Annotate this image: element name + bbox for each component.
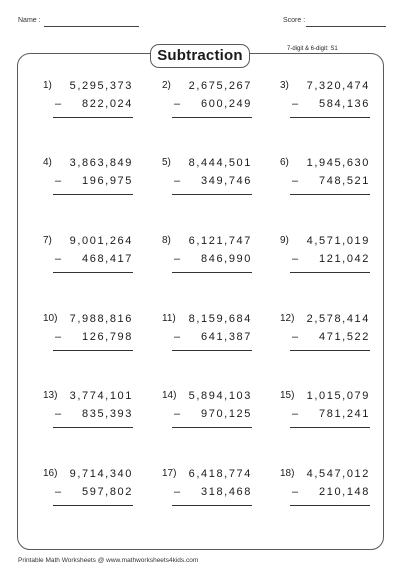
answer-line[interactable] bbox=[172, 350, 252, 351]
minus-sign: – bbox=[174, 408, 181, 420]
minus-sign: – bbox=[292, 175, 299, 187]
problem-17 bbox=[162, 468, 252, 518]
subtrahend: 835,393 bbox=[82, 408, 133, 420]
name-line bbox=[44, 26, 139, 27]
subtrahend: 584,136 bbox=[319, 98, 370, 110]
minuend: 9,714,340 bbox=[69, 468, 133, 480]
minuend: 1,945,630 bbox=[306, 157, 370, 169]
subtrahend: 781,241 bbox=[319, 408, 370, 420]
problem-number: 17) bbox=[162, 468, 177, 479]
problem-15 bbox=[280, 390, 370, 440]
problem-14 bbox=[162, 390, 252, 440]
answer-line[interactable] bbox=[172, 272, 252, 273]
problem-number: 15) bbox=[280, 390, 295, 401]
answer-line[interactable] bbox=[53, 350, 133, 351]
problem-2 bbox=[162, 80, 252, 130]
name-field[interactable] bbox=[18, 17, 41, 24]
worksheet-title: Subtraction bbox=[150, 44, 250, 68]
answer-line[interactable] bbox=[53, 505, 133, 506]
problem-6 bbox=[280, 157, 370, 207]
problem-number: 18) bbox=[280, 468, 295, 479]
minuend: 6,121,747 bbox=[188, 235, 252, 247]
problem-13 bbox=[43, 390, 133, 440]
answer-line[interactable] bbox=[53, 427, 133, 428]
problem-12 bbox=[280, 313, 370, 363]
minuend: 5,894,103 bbox=[188, 390, 252, 402]
minuend: 3,863,849 bbox=[69, 157, 133, 169]
problem-4 bbox=[43, 157, 133, 207]
problem-number: 4) bbox=[43, 157, 52, 168]
subtrahend: 468,417 bbox=[82, 253, 133, 265]
problem-number: 3) bbox=[280, 80, 289, 91]
problem-number: 8) bbox=[162, 235, 171, 246]
problem-number: 7) bbox=[43, 235, 52, 246]
subtrahend: 126,798 bbox=[82, 331, 133, 343]
score-label: Score : bbox=[283, 17, 306, 24]
minus-sign: – bbox=[174, 331, 181, 343]
problem-number: 10) bbox=[43, 313, 58, 324]
name-label: Name : bbox=[18, 17, 41, 24]
minus-sign: – bbox=[292, 98, 299, 110]
answer-line[interactable] bbox=[172, 505, 252, 506]
problem-number: 14) bbox=[162, 390, 177, 401]
problem-18 bbox=[280, 468, 370, 518]
problem-8 bbox=[162, 235, 252, 285]
problem-number: 1) bbox=[43, 80, 52, 91]
minus-sign: – bbox=[55, 98, 62, 110]
minus-sign: – bbox=[174, 486, 181, 498]
subtrahend: 318,468 bbox=[201, 486, 252, 498]
subtrahend: 471,522 bbox=[319, 331, 370, 343]
subtrahend: 597,802 bbox=[82, 486, 133, 498]
problem-number: 2) bbox=[162, 80, 171, 91]
subtrahend: 349,746 bbox=[201, 175, 252, 187]
answer-line[interactable] bbox=[172, 117, 252, 118]
minuend: 7,988,816 bbox=[69, 313, 133, 325]
answer-line[interactable] bbox=[290, 427, 370, 428]
minuend: 4,547,012 bbox=[306, 468, 370, 480]
answer-line[interactable] bbox=[172, 194, 252, 195]
minuend: 7,320,474 bbox=[306, 80, 370, 92]
problem-number: 16) bbox=[43, 468, 58, 479]
answer-line[interactable] bbox=[290, 505, 370, 506]
problem-number: 9) bbox=[280, 235, 289, 246]
minus-sign: – bbox=[55, 253, 62, 265]
answer-line[interactable] bbox=[172, 427, 252, 428]
problem-7 bbox=[43, 235, 133, 285]
subtrahend: 210,148 bbox=[319, 486, 370, 498]
problem-3 bbox=[280, 80, 370, 130]
minus-sign: – bbox=[174, 253, 181, 265]
minuend: 8,444,501 bbox=[188, 157, 252, 169]
answer-line[interactable] bbox=[53, 194, 133, 195]
score-line bbox=[306, 26, 386, 27]
minuend: 4,571,019 bbox=[306, 235, 370, 247]
subtrahend: 970,125 bbox=[201, 408, 252, 420]
subtrahend: 121,042 bbox=[319, 253, 370, 265]
score-field[interactable] bbox=[283, 17, 305, 24]
minuend: 6,418,774 bbox=[188, 468, 252, 480]
minuend: 5,295,373 bbox=[69, 80, 133, 92]
problem-10 bbox=[43, 313, 133, 363]
minus-sign: – bbox=[292, 408, 299, 420]
minus-sign: – bbox=[174, 98, 181, 110]
subtrahend: 641,387 bbox=[201, 331, 252, 343]
minuend: 2,675,267 bbox=[188, 80, 252, 92]
problem-5 bbox=[162, 157, 252, 207]
minus-sign: – bbox=[55, 331, 62, 343]
minus-sign: – bbox=[55, 408, 62, 420]
minus-sign: – bbox=[174, 175, 181, 187]
answer-line[interactable] bbox=[53, 117, 133, 118]
answer-line[interactable] bbox=[290, 350, 370, 351]
minus-sign: – bbox=[55, 175, 62, 187]
minuend: 8,159,684 bbox=[188, 313, 252, 325]
subtrahend: 822,024 bbox=[82, 98, 133, 110]
minus-sign: – bbox=[55, 486, 62, 498]
problem-number: 5) bbox=[162, 157, 171, 168]
problem-number: 12) bbox=[280, 313, 295, 324]
subtrahend: 748,521 bbox=[319, 175, 370, 187]
minuend: 9,001,264 bbox=[69, 235, 133, 247]
minus-sign: – bbox=[292, 486, 299, 498]
problem-number: 6) bbox=[280, 157, 289, 168]
minuend: 1,015,079 bbox=[306, 390, 370, 402]
minus-sign: – bbox=[292, 253, 299, 265]
answer-line[interactable] bbox=[290, 272, 370, 273]
answer-line[interactable] bbox=[290, 117, 370, 118]
problem-number: 13) bbox=[43, 390, 58, 401]
footer-credit: Printable Math Worksheets @ www.mathworksheets4kids.com bbox=[18, 557, 199, 564]
worksheet-subtitle: 7-digit & 6-digit: S1 bbox=[287, 46, 338, 52]
problem-9 bbox=[280, 235, 370, 285]
minus-sign: – bbox=[292, 331, 299, 343]
answer-line[interactable] bbox=[53, 272, 133, 273]
minuend: 2,578,414 bbox=[306, 313, 370, 325]
answer-line[interactable] bbox=[290, 194, 370, 195]
subtrahend: 196,975 bbox=[82, 175, 133, 187]
minuend: 3,774,101 bbox=[69, 390, 133, 402]
problem-1 bbox=[43, 80, 133, 130]
problem-number: 11) bbox=[162, 313, 176, 324]
subtrahend: 600,249 bbox=[201, 98, 252, 110]
problem-11 bbox=[162, 313, 252, 363]
subtrahend: 846,990 bbox=[201, 253, 252, 265]
problem-16 bbox=[43, 468, 133, 518]
